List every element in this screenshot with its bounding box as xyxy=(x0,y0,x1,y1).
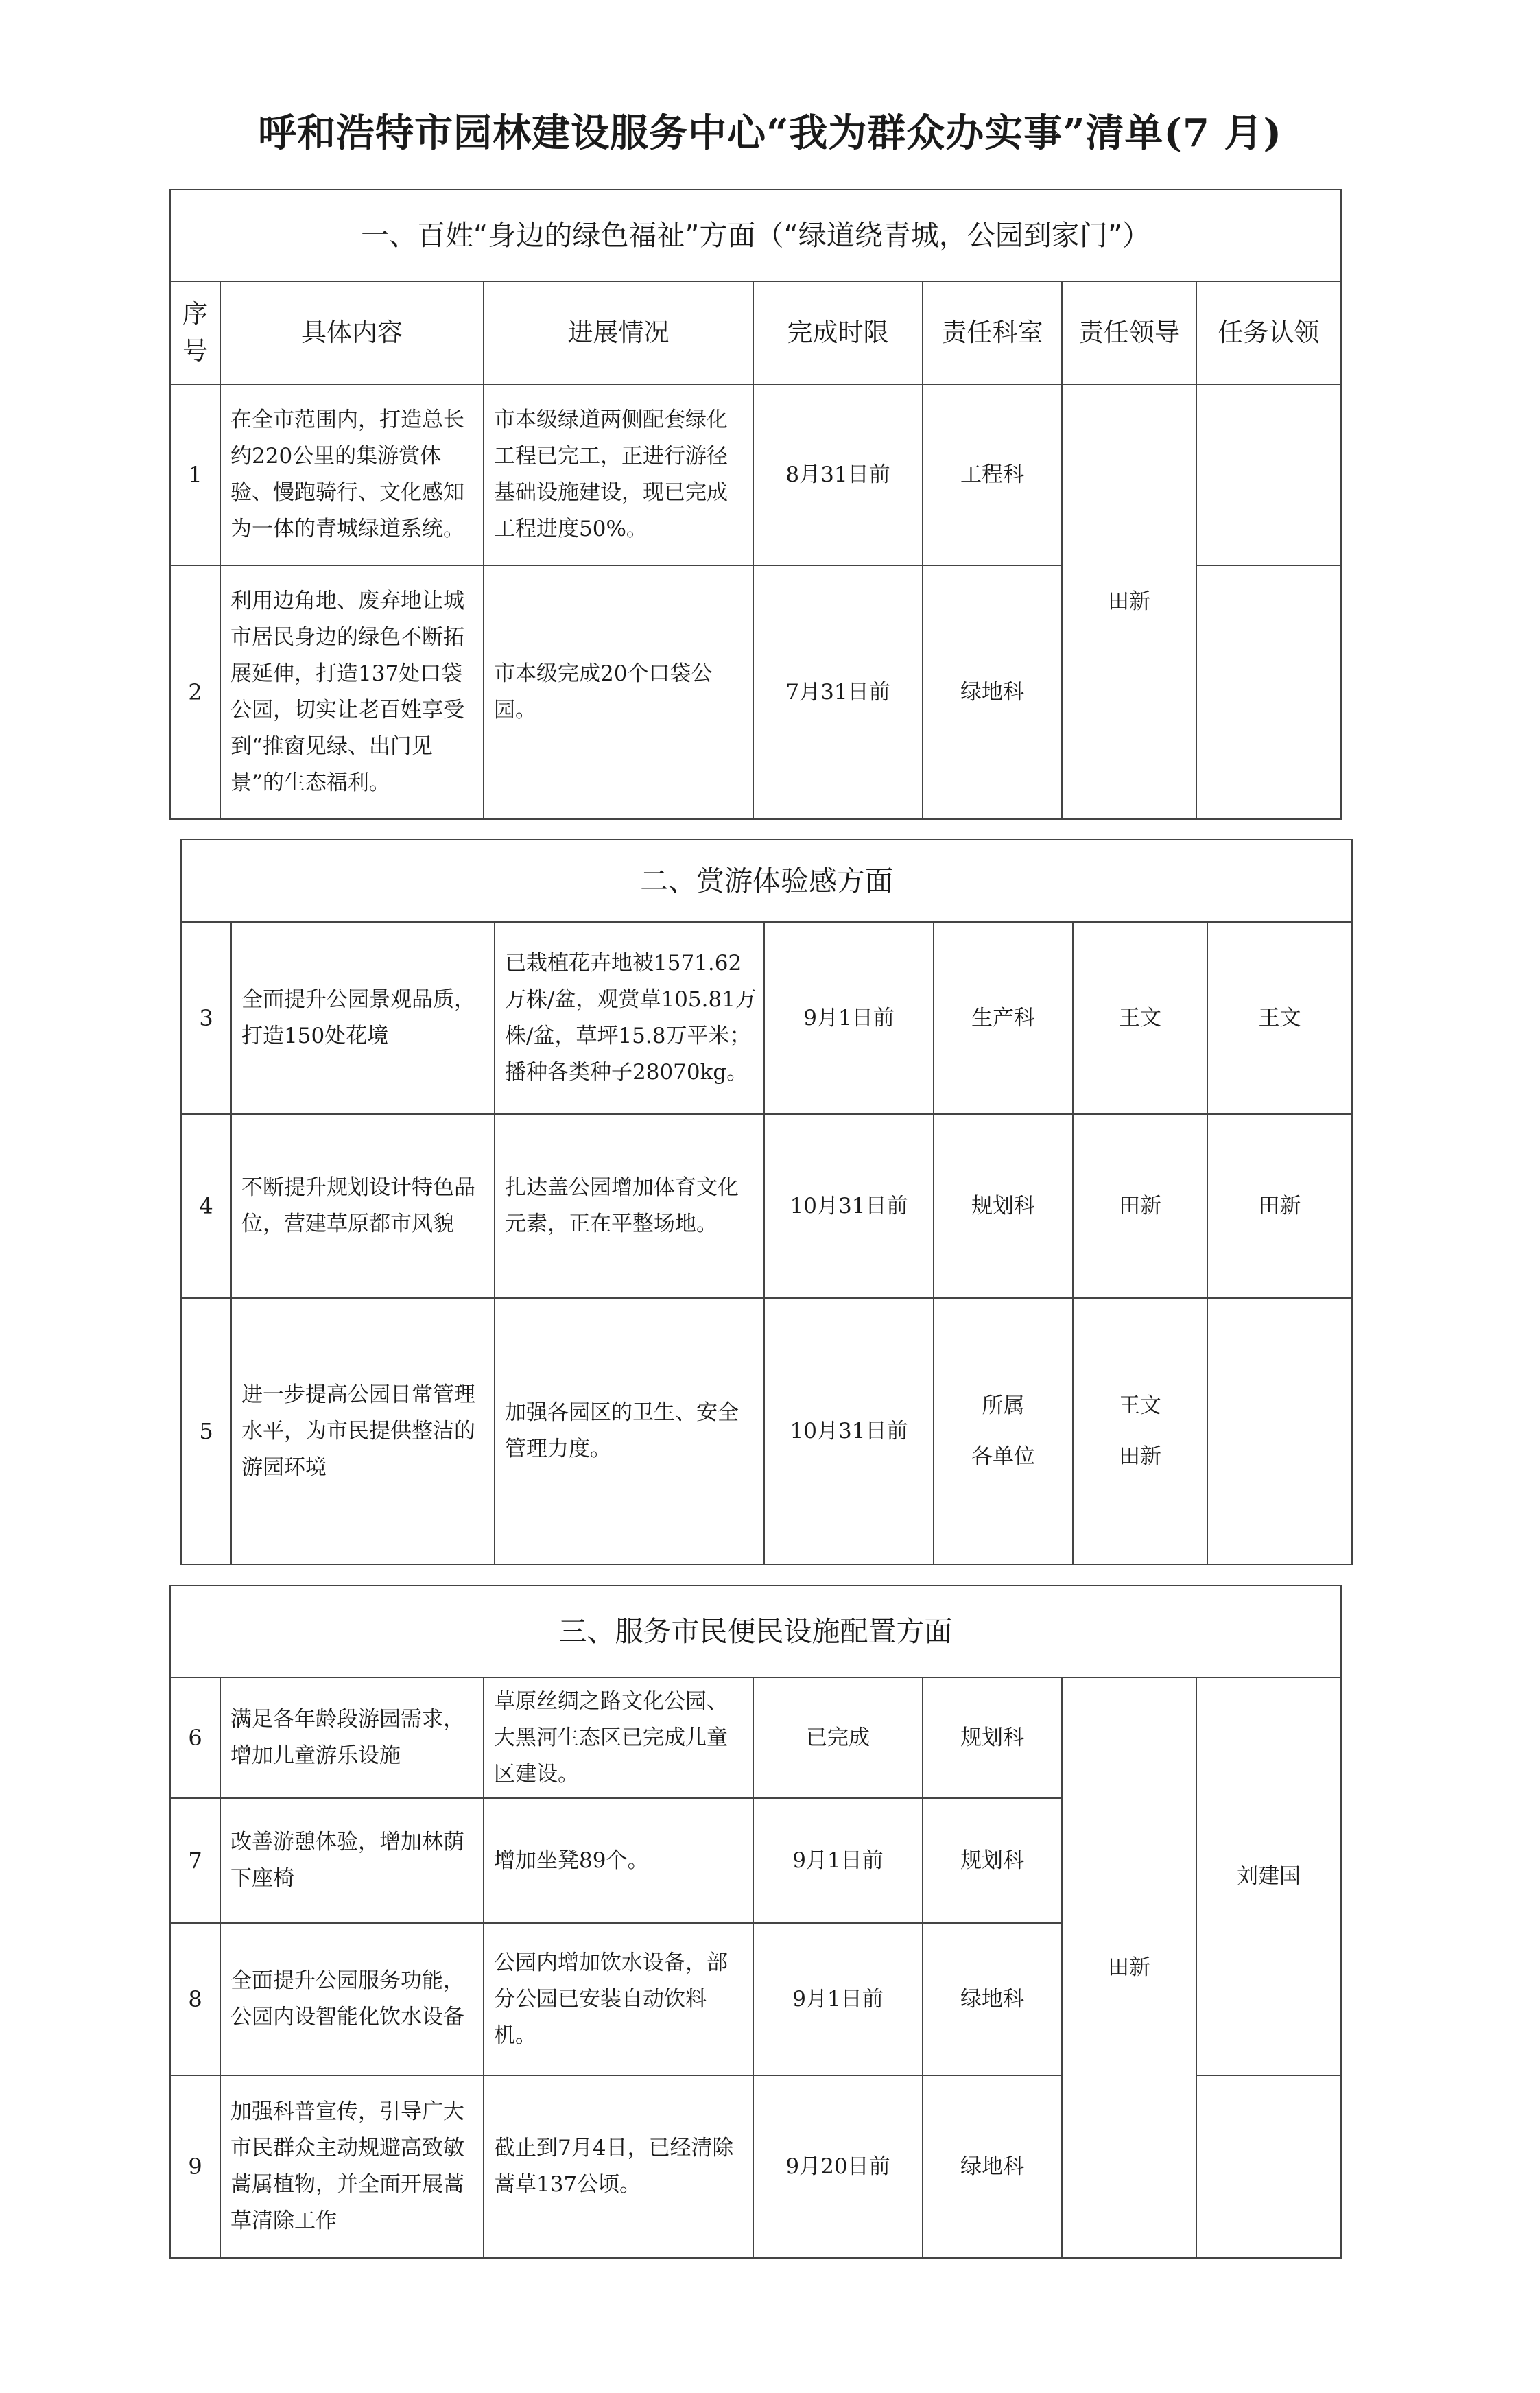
row-no: 4 xyxy=(181,1114,231,1298)
section-1-title: 一、百姓“身边的绿色福祉”方面（“绿道绕青城，公园到家门”） xyxy=(170,189,1341,281)
header-dept: 责任科室 xyxy=(923,281,1062,384)
row-dept: 规划科 xyxy=(934,1114,1073,1298)
row-content: 利用边角地、废弃地让城市居民身边的绿色不断拓展延伸，打造137处口袋公园，切实让老百姓享受到“推窗见绿、出门见景”的生态福利。 xyxy=(220,565,484,819)
row-progress: 市本级完成20个口袋公园。 xyxy=(484,565,753,819)
header-leader: 责任领导 xyxy=(1062,281,1196,384)
row-content: 不断提升规划设计特色品位，营建草原都市风貌 xyxy=(231,1114,495,1298)
row-no: 7 xyxy=(170,1798,220,1923)
section-3-title: 三、服务市民便民设施配置方面 xyxy=(170,1585,1341,1677)
row-dept xyxy=(934,1298,1073,1564)
row-claim: 王文 xyxy=(1207,922,1352,1114)
row-dept: 绿地科 xyxy=(923,565,1062,819)
row-claim: 田新 xyxy=(1207,1114,1352,1298)
row-deadline: 9月1日前 xyxy=(753,1798,923,1923)
row-progress: 加强各园区的卫生、安全管理力度。 xyxy=(495,1298,764,1564)
section-1-leader: 田新 xyxy=(1062,384,1196,819)
row-leader-line-2: 田新 xyxy=(1119,1444,1161,1469)
row-dept: 绿地科 xyxy=(923,1923,1062,2075)
row-dept: 绿地科 xyxy=(923,2075,1062,2258)
row-progress: 截止到7月4日，已经清除蒿草137公顷。 xyxy=(484,2075,753,2258)
row-deadline: 9月1日前 xyxy=(764,922,934,1114)
section-1-table xyxy=(169,189,1342,820)
row-claim xyxy=(1207,1298,1352,1564)
header-claim: 任务认领 xyxy=(1196,281,1341,384)
row-progress: 扎达盖公园增加体育文化元素，正在平整场地。 xyxy=(495,1114,764,1298)
row-no: 2 xyxy=(170,565,220,819)
row-content: 全面提升公园景观品质，打造150处花境 xyxy=(231,922,495,1114)
header-row xyxy=(170,281,1341,384)
row-progress: 草原丝绸之路文化公园、大黑河生态区已完成儿童区建设。 xyxy=(484,1677,753,1798)
table-row xyxy=(181,1298,1352,1564)
header-progress: 进展情况 xyxy=(484,281,753,384)
row-no: 5 xyxy=(181,1298,231,1564)
header-no: 序号 xyxy=(170,281,220,384)
row-no: 6 xyxy=(170,1677,220,1798)
row-dept-line-2: 各单位 xyxy=(971,1444,1035,1469)
row-leader: 王文 xyxy=(1073,922,1207,1114)
section-3-table xyxy=(169,1585,1342,2259)
row-deadline: 10月31日前 xyxy=(764,1114,934,1298)
section-3-leader: 田新 xyxy=(1062,1677,1196,2258)
header-deadline: 完成时限 xyxy=(753,281,923,384)
row-progress: 增加坐凳89个。 xyxy=(484,1798,753,1923)
row-content: 改善游憩体验，增加林荫下座椅 xyxy=(220,1798,484,1923)
page-title: 呼和浩特市园林建设服务中心“我为群众办实事”清单(7 月) xyxy=(258,110,1282,156)
row-deadline: 9月20日前 xyxy=(753,2075,923,2258)
row-claim xyxy=(1196,565,1341,819)
row-claim xyxy=(1196,2075,1341,2258)
row-progress: 市本级绿道两侧配套绿化工程已完工，正进行游径基础设施建设，现已完成工程进度50%。 xyxy=(484,384,753,565)
row-dept-line-1: 所属 xyxy=(982,1393,1025,1418)
row-leader: 田新 xyxy=(1073,1114,1207,1298)
row-dept: 规划科 xyxy=(923,1798,1062,1923)
row-claim xyxy=(1196,384,1341,565)
row-content: 满足各年龄段游园需求，增加儿童游乐设施 xyxy=(220,1677,484,1798)
row-deadline: 9月1日前 xyxy=(753,1923,923,2075)
row-content: 加强科普宣传，引导广大市民群众主动规避高致敏蒿属植物，并全面开展蒿草清除工作 xyxy=(220,2075,484,2258)
row-deadline: 7月31日前 xyxy=(753,565,923,819)
header-content: 具体内容 xyxy=(220,281,484,384)
table-row xyxy=(170,384,1341,565)
section-3-claim: 刘建国 xyxy=(1196,1677,1341,2075)
row-leader-line-1: 王文 xyxy=(1119,1393,1161,1418)
section-2-title: 二、赏游体验感方面 xyxy=(181,840,1352,922)
row-deadline: 8月31日前 xyxy=(753,384,923,565)
row-progress: 公园内增加饮水设备，部分公园已安装自动饮料机。 xyxy=(484,1923,753,2075)
row-leader xyxy=(1073,1298,1207,1564)
row-content: 进一步提高公园日常管理水平，为市民提供整洁的游园环境 xyxy=(231,1298,495,1564)
row-deadline: 10月31日前 xyxy=(764,1298,934,1564)
table-row xyxy=(181,1114,1352,1298)
table-row xyxy=(181,922,1352,1114)
table-row xyxy=(170,1677,1341,1798)
row-dept: 生产科 xyxy=(934,922,1073,1114)
row-dept: 工程科 xyxy=(923,384,1062,565)
row-dept: 规划科 xyxy=(923,1677,1062,1798)
row-content: 在全市范围内，打造总长约220公里的集游赏体验、慢跑骑行、文化感知为一体的青城绿道系统。 xyxy=(220,384,484,565)
row-deadline: 已完成 xyxy=(753,1677,923,1798)
row-no: 9 xyxy=(170,2075,220,2258)
row-no: 1 xyxy=(170,384,220,565)
row-progress: 已栽植花卉地被1571.62万株/盆，观赏草105.81万株/盆，草坪15.8万平米；播种各类种子28070kg。 xyxy=(495,922,764,1114)
row-no: 3 xyxy=(181,922,231,1114)
row-no: 8 xyxy=(170,1923,220,2075)
row-content: 全面提升公园服务功能，公园内设智能化饮水设备 xyxy=(220,1923,484,2075)
section-2-table xyxy=(180,839,1353,1565)
